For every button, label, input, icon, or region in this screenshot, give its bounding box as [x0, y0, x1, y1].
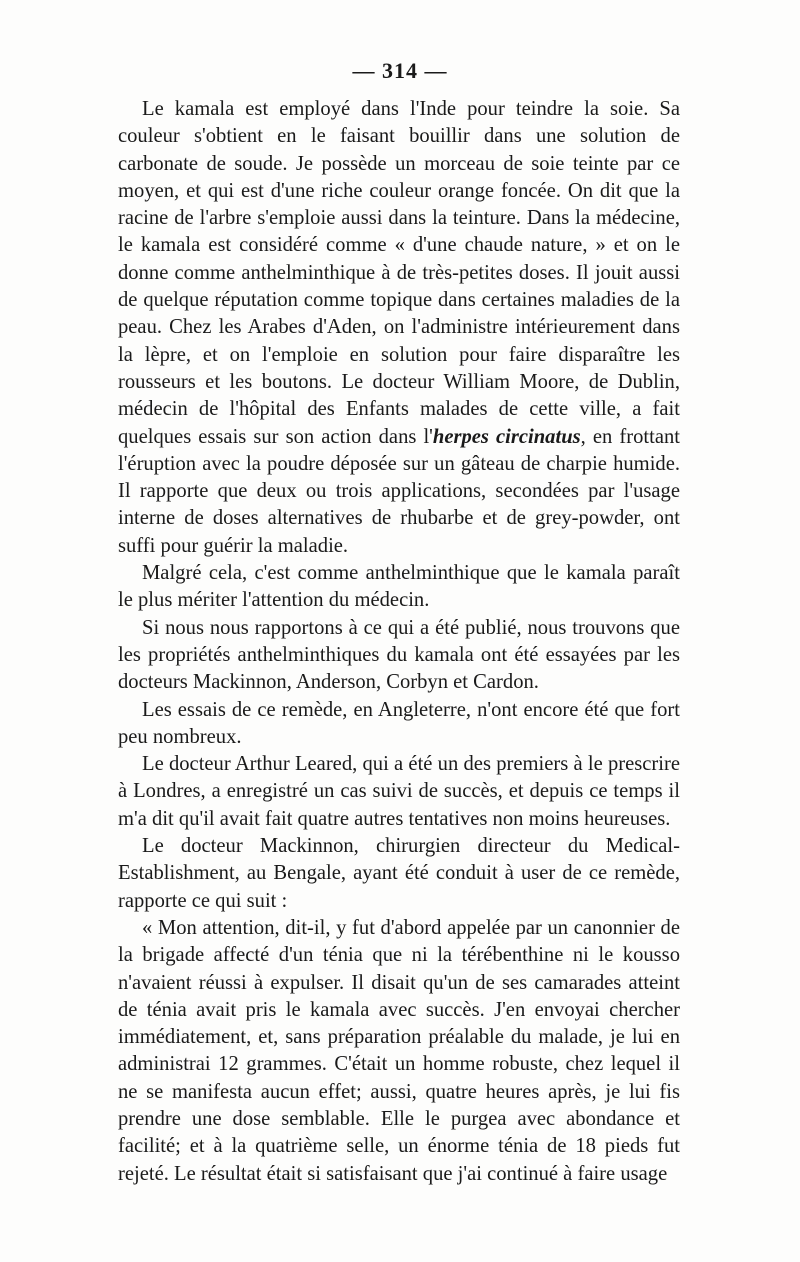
- paragraph-england: Les essais de ce remède, en Angleterre, n'ont encore été que fort peu nombreux.: [118, 698, 680, 748]
- paragraph-kamala-dye: [118, 96, 680, 560]
- paragraph-mackinnon: Le docteur Mackinnon, chirurgien directeur du Medical-Establishment, au Bengale, ayant été conduit à user de ce remède, rapporte ce qui suit :: [118, 835, 680, 912]
- italic-term: herpes circinatus: [432, 425, 581, 448]
- paragraph-text: Le kamala est employé dans l'Inde pour teindre la soie. Sa couleur s'obtient en le faisant bouillir dans une solution de carbonate de soude. Je possède un morceau de soie teinte par ce moyen, et qui est d'une riche couleur orange foncée. On dit que la racine de l'arbre s'emploie aussi dans la teinture. Dans la médecine, le kamala est considéré comme « d'une chaude nature, » et on le donne comme anthelminthique à de très-petites doses. Il jouit aussi de quelque réputation comme topique dans certaines maladies de la peau. Chez les Arabes d'Aden, on l'administre intérieurement dans la lèpre, et on l'emploie en solution pour faire disparaître les rousseurs et les boutons. Le docteur William Moore, de Dublin, médecin de l'hôpital des Enfants malades de cette ville, a fait quelques essais sur son action dans l': [118, 98, 680, 448]
- paragraph-anthelminthic: Malgré cela, c'est comme anthelminthique que le kamala paraît le plus mériter l'attention du médecin.: [118, 562, 680, 612]
- body-text: [118, 96, 680, 1188]
- paragraph-published: Si nous nous rapportons à ce qui a été publié, nous trouvons que les propriétés anthelminthiques du kamala ont été essayées par les docteurs Mackinnon, Anderson, Corbyn et Cardon.: [118, 616, 680, 694]
- page-number: — 314 —: [352, 58, 448, 83]
- paragraph-quote: « Mon attention, dit-il, y fut d'abord appelée par un canonnier de la brigade affecté d'un ténia que ni la térébenthine ni le kousso n'avaient réussi à expulser. Il disait qu'un de ses camarades atteint de ténia avait pris le kamala avec succès. J'en envoyai chercher immédiatement, et, sans préparation préalable du malade, je lui en administrai 12 grammes. C'était un homme robuste, chez lequel il ne se manifesta aucun effet; aussi, quatre heures après, je lui fis prendre une dose semblable. Elle le purgea avec abondance et facilité; et à la quatrième selle, un énorme ténia de 18 pieds fut rejeté. Le résultat était si satisfaisant que j'ai continué à faire usage: [118, 916, 680, 1185]
- paragraph-leared: Le docteur Arthur Leared, qui a été un des premiers à le prescrire à Londres, a enregistré un cas suivi de succès, et depuis ce temps il m'a dit qu'il avait fait quatre autres tentatives non moins heureuses.: [118, 753, 680, 830]
- paragraph-text: , en frottant l'éruption avec la poudre déposée sur un gâteau de charpie humide. Il rapporte que deux ou trois applications, secondées par l'usage interne de doses alternatives de rhubarbe et de grey-powder, ont suffi pour guérir la maladie.: [118, 425, 680, 557]
